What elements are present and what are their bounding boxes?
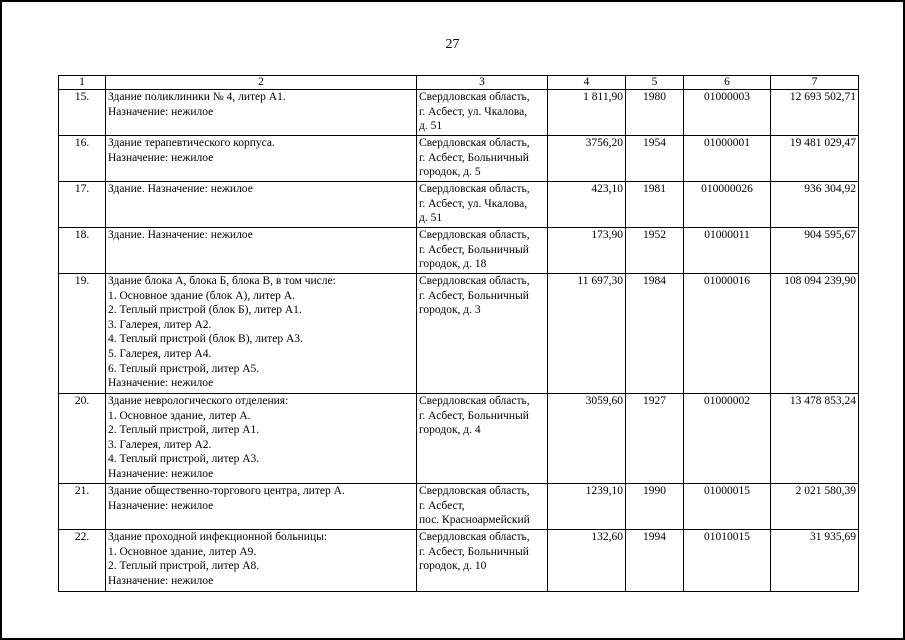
- object-name-line: Назначение: нежилое: [108, 499, 214, 512]
- object-name-line: Назначение: нежилое: [108, 151, 214, 164]
- header-col-3: 3: [417, 76, 548, 90]
- object-name-line: Здание. Назначение: нежилое: [108, 183, 253, 195]
- book-value-cell: 936 304,92: [771, 182, 859, 228]
- year-cell: 1952: [626, 228, 684, 274]
- address-line: г. Асбест, Больничный: [419, 409, 529, 422]
- area-cell: 1 811,90: [548, 90, 626, 136]
- year-cell: 1984: [626, 274, 684, 394]
- address-line: д. 51: [419, 120, 443, 133]
- header-col-5: 5: [626, 76, 684, 90]
- address-cell: [417, 274, 548, 394]
- address-line: Свердловская область,: [419, 137, 530, 149]
- header-col-4: 4: [548, 76, 626, 90]
- row-number: 22.: [59, 530, 106, 592]
- area-cell: 132,60: [548, 530, 626, 592]
- address-line: городок, д. 4: [419, 424, 481, 437]
- address-line: городок, д. 18: [419, 258, 487, 271]
- table-row: [59, 530, 859, 592]
- address-line: г. Асбест, Больничный: [419, 289, 529, 302]
- object-name-line: Назначение: нежилое: [108, 377, 214, 390]
- address-line: г. Асбест, ул. Чкалова,: [419, 105, 528, 118]
- address-line: Свердловская область,: [419, 91, 530, 103]
- address-line: Свердловская область,: [419, 485, 530, 497]
- area-cell: 3756,20: [548, 136, 626, 182]
- address-cell: [417, 228, 548, 274]
- inventory-code-cell: 01000015: [684, 484, 771, 530]
- object-name-line: Здание поликлиники № 4, литер А1.: [108, 91, 286, 103]
- object-name-line: Здание терапевтического корпуса.: [108, 137, 275, 149]
- book-value-cell: 12 693 502,71: [771, 90, 859, 136]
- inventory-code-cell: 01010015: [684, 530, 771, 592]
- object-name-line: Здание проходной инфекционной больницы:: [108, 531, 328, 543]
- table-row: [59, 90, 859, 136]
- object-name-line: 1. Основное здание, литер А.: [108, 409, 251, 422]
- address-cell: [417, 530, 548, 592]
- address-line: городок, д. 5: [419, 166, 481, 179]
- address-line: Свердловская область,: [419, 531, 530, 543]
- header-col-7: 7: [771, 76, 859, 90]
- address-cell: [417, 182, 548, 228]
- header-col-6: 6: [684, 76, 771, 90]
- address-line: г. Асбест,: [419, 499, 465, 512]
- area-cell: 173,90: [548, 228, 626, 274]
- row-number: 19.: [59, 274, 106, 394]
- area-cell: 3059,60: [548, 394, 626, 484]
- table-row: [59, 484, 859, 530]
- object-name-cell: [106, 484, 417, 530]
- inventory-code-cell: 01000016: [684, 274, 771, 394]
- area-cell: 1239,10: [548, 484, 626, 530]
- object-name-cell: [106, 136, 417, 182]
- property-table: [58, 75, 859, 592]
- address-line: пос. Красноармейский: [419, 514, 530, 527]
- row-number: 20.: [59, 394, 106, 484]
- table-row: [59, 394, 859, 484]
- object-name-line: Здание общественно-торгового центра, литер А.: [108, 485, 345, 497]
- year-cell: 1927: [626, 394, 684, 484]
- address-cell: [417, 484, 548, 530]
- address-line: Свердловская область,: [419, 183, 530, 195]
- row-number: 21.: [59, 484, 106, 530]
- object-name-line: 5. Галерея, литер А4.: [108, 347, 212, 360]
- object-name-line: 4. Теплый пристрой (блок В), литер А3.: [108, 333, 303, 346]
- address-cell: [417, 394, 548, 484]
- row-number: 15.: [59, 90, 106, 136]
- book-value-cell: 904 595,67: [771, 228, 859, 274]
- book-value-cell: 13 478 853,24: [771, 394, 859, 484]
- table-row: [59, 228, 859, 274]
- object-name-cell: [106, 228, 417, 274]
- object-name-cell: [106, 90, 417, 136]
- inventory-code-cell: 01000002: [684, 394, 771, 484]
- object-name-line: 2. Теплый пристрой (блок Б), литер А1.: [108, 304, 302, 317]
- object-name-line: 6. Теплый пристрой, литер А5.: [108, 362, 260, 375]
- year-cell: 1981: [626, 182, 684, 228]
- object-name-line: 3. Галерея, литер А2.: [108, 438, 212, 451]
- object-name-line: Здание неврологического отделения:: [108, 395, 289, 407]
- table-row: [59, 182, 859, 228]
- year-cell: 1994: [626, 530, 684, 592]
- book-value-cell: 108 094 239,90: [771, 274, 859, 394]
- object-name-line: Здание. Назначение: нежилое: [108, 229, 253, 241]
- address-line: Свердловская область,: [419, 395, 530, 407]
- object-name-cell: [106, 274, 417, 394]
- object-name-line: 2. Теплый пристрой, литер А1.: [108, 424, 260, 437]
- object-name-line: 4. Теплый пристрой, литер А3.: [108, 453, 260, 466]
- address-line: г. Асбест, Больничный: [419, 243, 529, 256]
- object-name-cell: [106, 394, 417, 484]
- address-line: д. 51: [419, 212, 443, 225]
- row-number: 17.: [59, 182, 106, 228]
- area-cell: 11 697,30: [548, 274, 626, 394]
- object-name-line: 3. Галерея, литер А2.: [108, 318, 212, 331]
- object-name-cell: [106, 182, 417, 228]
- header-col-2: 2: [106, 76, 417, 90]
- book-value-cell: 2 021 580,39: [771, 484, 859, 530]
- object-name-line: Назначение: нежилое: [108, 105, 214, 118]
- year-cell: 1980: [626, 90, 684, 136]
- object-name-line: Здание блока А, блока Б, блока В, в том числе:: [108, 275, 336, 287]
- address-line: г. Асбест, Больничный: [419, 151, 529, 164]
- object-name-line: 1. Основное здание, литер А9.: [108, 545, 257, 558]
- inventory-code-cell: 01000011: [684, 228, 771, 274]
- object-name-line: Назначение: нежилое: [108, 574, 214, 587]
- row-number: 18.: [59, 228, 106, 274]
- header-col-1: 1: [59, 76, 106, 90]
- address-line: г. Асбест, Больничный: [419, 545, 529, 558]
- object-name-line: 2. Теплый пристрой, литер А8.: [108, 560, 260, 573]
- inventory-code-cell: 010000026: [684, 182, 771, 228]
- object-name-line: Назначение: нежилое: [108, 467, 214, 480]
- table-header-row: [59, 76, 859, 90]
- book-value-cell: 19 481 029,47: [771, 136, 859, 182]
- object-name-cell: [106, 530, 417, 592]
- address-cell: [417, 90, 548, 136]
- object-name-line: 1. Основное здание (блок А), литер А.: [108, 289, 295, 302]
- address-line: Свердловская область,: [419, 229, 530, 241]
- page-number: 27: [445, 37, 460, 52]
- address-line: г. Асбест, ул. Чкалова,: [419, 197, 528, 210]
- page-border-left: [0, 0, 2, 640]
- table-row: [59, 136, 859, 182]
- book-value-cell: 31 935,69: [771, 530, 859, 592]
- inventory-code-cell: 01000003: [684, 90, 771, 136]
- inventory-code-cell: 01000001: [684, 136, 771, 182]
- row-number: 16.: [59, 136, 106, 182]
- table-row: [59, 274, 859, 394]
- area-cell: 423,10: [548, 182, 626, 228]
- address-line: городок, д. 3: [419, 304, 481, 317]
- page-border-top: [0, 0, 905, 2]
- year-cell: 1954: [626, 136, 684, 182]
- year-cell: 1990: [626, 484, 684, 530]
- address-line: Свердловская область,: [419, 275, 530, 287]
- address-cell: [417, 136, 548, 182]
- address-line: городок, д. 10: [419, 560, 487, 573]
